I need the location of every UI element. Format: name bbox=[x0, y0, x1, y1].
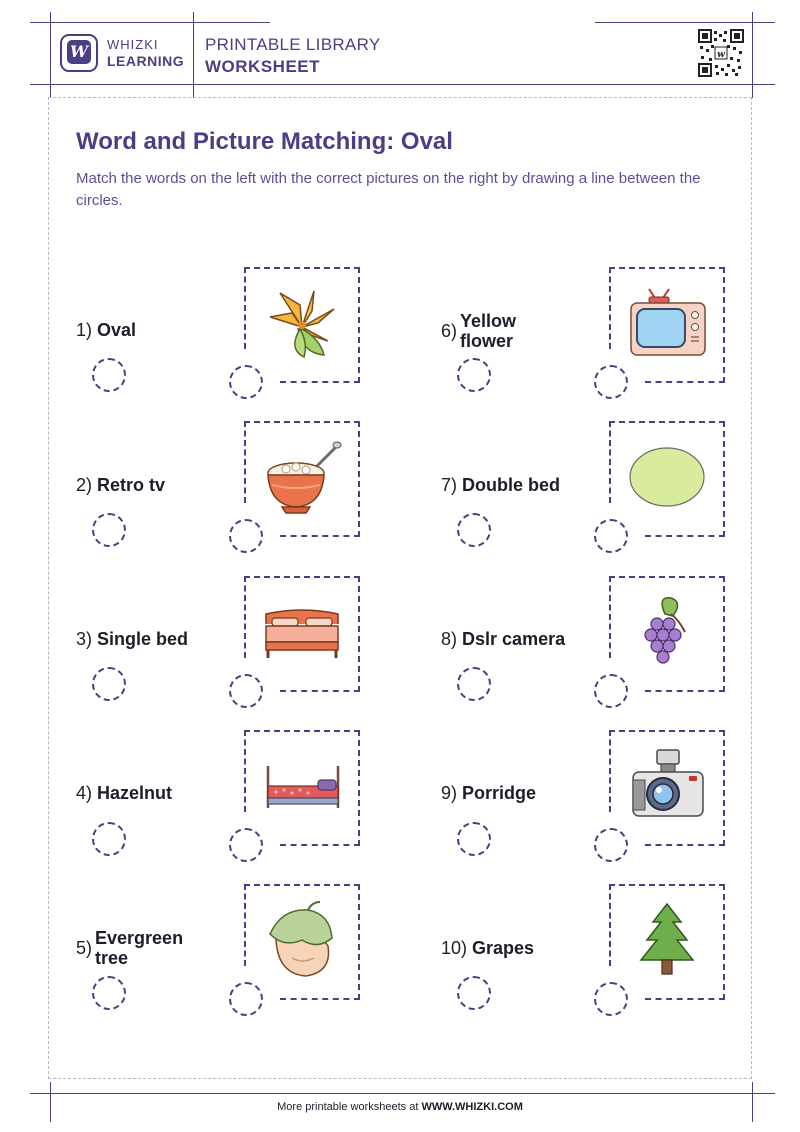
evergreen-tree-icon bbox=[627, 900, 707, 980]
hazelnut-icon bbox=[262, 900, 342, 980]
word-number: 8) bbox=[441, 629, 458, 649]
picture-match-dot-5[interactable] bbox=[229, 982, 263, 1016]
picture-box-9 bbox=[609, 730, 725, 846]
word-item-9 bbox=[441, 783, 536, 803]
word-label: Hazelnut bbox=[97, 783, 173, 803]
logo-letter: W bbox=[67, 40, 91, 64]
word-item-2 bbox=[76, 475, 165, 495]
word-label: Grapes bbox=[472, 938, 535, 958]
brand-subname: LEARNING bbox=[107, 53, 185, 69]
word-match-dot-9[interactable] bbox=[457, 822, 491, 856]
header-rule-mid bbox=[193, 12, 194, 98]
picture-match-dot-2[interactable] bbox=[229, 519, 263, 553]
word-item-7 bbox=[441, 475, 560, 495]
picture-match-dot-1[interactable] bbox=[229, 365, 263, 399]
word-number: 1) bbox=[76, 320, 93, 340]
oval-icon bbox=[627, 437, 707, 517]
header-title: PRINTABLE LIBRARY bbox=[205, 35, 381, 54]
word-match-dot-7[interactable] bbox=[457, 513, 491, 547]
instructions: Match the words on the left with the correct pictures on the right by drawing a line between the circles. bbox=[76, 170, 701, 209]
header-subtitle: WORKSHEET bbox=[205, 57, 320, 76]
yellow-flower-icon bbox=[262, 283, 342, 363]
picture-box-6 bbox=[609, 267, 725, 383]
word-label: Oval bbox=[97, 320, 137, 340]
picture-box-7 bbox=[609, 421, 725, 537]
word-item-6 bbox=[441, 311, 540, 351]
word-item-1 bbox=[76, 320, 136, 340]
word-label: Dslr camera bbox=[462, 629, 566, 649]
picture-box-2 bbox=[244, 421, 360, 537]
picture-box-5 bbox=[244, 884, 360, 1000]
word-number: 3) bbox=[76, 629, 93, 649]
qr-code-icon bbox=[697, 28, 745, 78]
retro-tv-icon bbox=[627, 283, 707, 363]
word-match-dot-1[interactable] bbox=[92, 358, 126, 392]
word-label: Evergreen tree bbox=[95, 928, 184, 968]
word-label: Porridge bbox=[462, 783, 537, 803]
porridge-icon bbox=[262, 437, 342, 517]
word-number: 10) bbox=[441, 938, 468, 958]
word-item-4 bbox=[76, 783, 172, 803]
word-label: Single bed bbox=[97, 629, 189, 649]
word-number: 2) bbox=[76, 475, 93, 495]
picture-match-dot-9[interactable] bbox=[594, 828, 628, 862]
picture-match-dot-7[interactable] bbox=[594, 519, 628, 553]
word-number: 7) bbox=[441, 475, 458, 495]
picture-box-3 bbox=[244, 576, 360, 692]
word-match-dot-4[interactable] bbox=[92, 822, 126, 856]
header-rule-top-left bbox=[30, 22, 270, 23]
header-rule-bottom bbox=[30, 84, 775, 85]
picture-match-dot-8[interactable] bbox=[594, 674, 628, 708]
word-label: Retro tv bbox=[97, 475, 166, 495]
page-title: Word and Picture Matching: Oval bbox=[76, 128, 453, 155]
footer-prefix: More printable worksheets at bbox=[277, 1101, 422, 1113]
picture-match-dot-10[interactable] bbox=[594, 982, 628, 1016]
word-number: 9) bbox=[441, 783, 458, 803]
svg-text:w: w bbox=[717, 50, 725, 60]
brand-name: WHIZKI bbox=[107, 37, 159, 52]
picture-match-dot-6[interactable] bbox=[594, 365, 628, 399]
picture-match-dot-4[interactable] bbox=[229, 828, 263, 862]
whizki-logo bbox=[60, 34, 98, 72]
picture-box-4 bbox=[244, 730, 360, 846]
word-match-dot-6[interactable] bbox=[457, 358, 491, 392]
single-bed-icon bbox=[262, 746, 342, 826]
picture-match-dot-3[interactable] bbox=[229, 674, 263, 708]
picture-box-8 bbox=[609, 576, 725, 692]
word-item-5 bbox=[76, 928, 205, 968]
footer-text bbox=[0, 1101, 800, 1113]
header-rule-top-right bbox=[595, 22, 775, 23]
picture-box-1 bbox=[244, 267, 360, 383]
picture-box-10 bbox=[609, 884, 725, 1000]
word-number: 4) bbox=[76, 783, 93, 803]
word-match-dot-8[interactable] bbox=[457, 667, 491, 701]
header-rule-left bbox=[50, 12, 51, 98]
double-bed-icon bbox=[262, 592, 342, 672]
word-item-8 bbox=[441, 629, 565, 649]
word-number: 5) bbox=[76, 938, 93, 958]
word-label: Double bed bbox=[462, 475, 561, 495]
footer-link[interactable]: WWW.WHIZKI.COM bbox=[421, 1101, 523, 1113]
word-match-dot-10[interactable] bbox=[457, 976, 491, 1010]
dslr-camera-icon bbox=[627, 746, 707, 826]
word-item-10 bbox=[441, 938, 534, 958]
word-item-3 bbox=[76, 629, 188, 649]
footer-rule bbox=[30, 1093, 775, 1094]
header-rule-right bbox=[752, 12, 753, 98]
grapes-icon bbox=[627, 592, 707, 672]
word-match-dot-3[interactable] bbox=[92, 667, 126, 701]
word-match-dot-2[interactable] bbox=[92, 513, 126, 547]
word-match-dot-5[interactable] bbox=[92, 976, 126, 1010]
word-label: Yellow flower bbox=[460, 311, 517, 351]
word-number: 6) bbox=[441, 321, 458, 341]
